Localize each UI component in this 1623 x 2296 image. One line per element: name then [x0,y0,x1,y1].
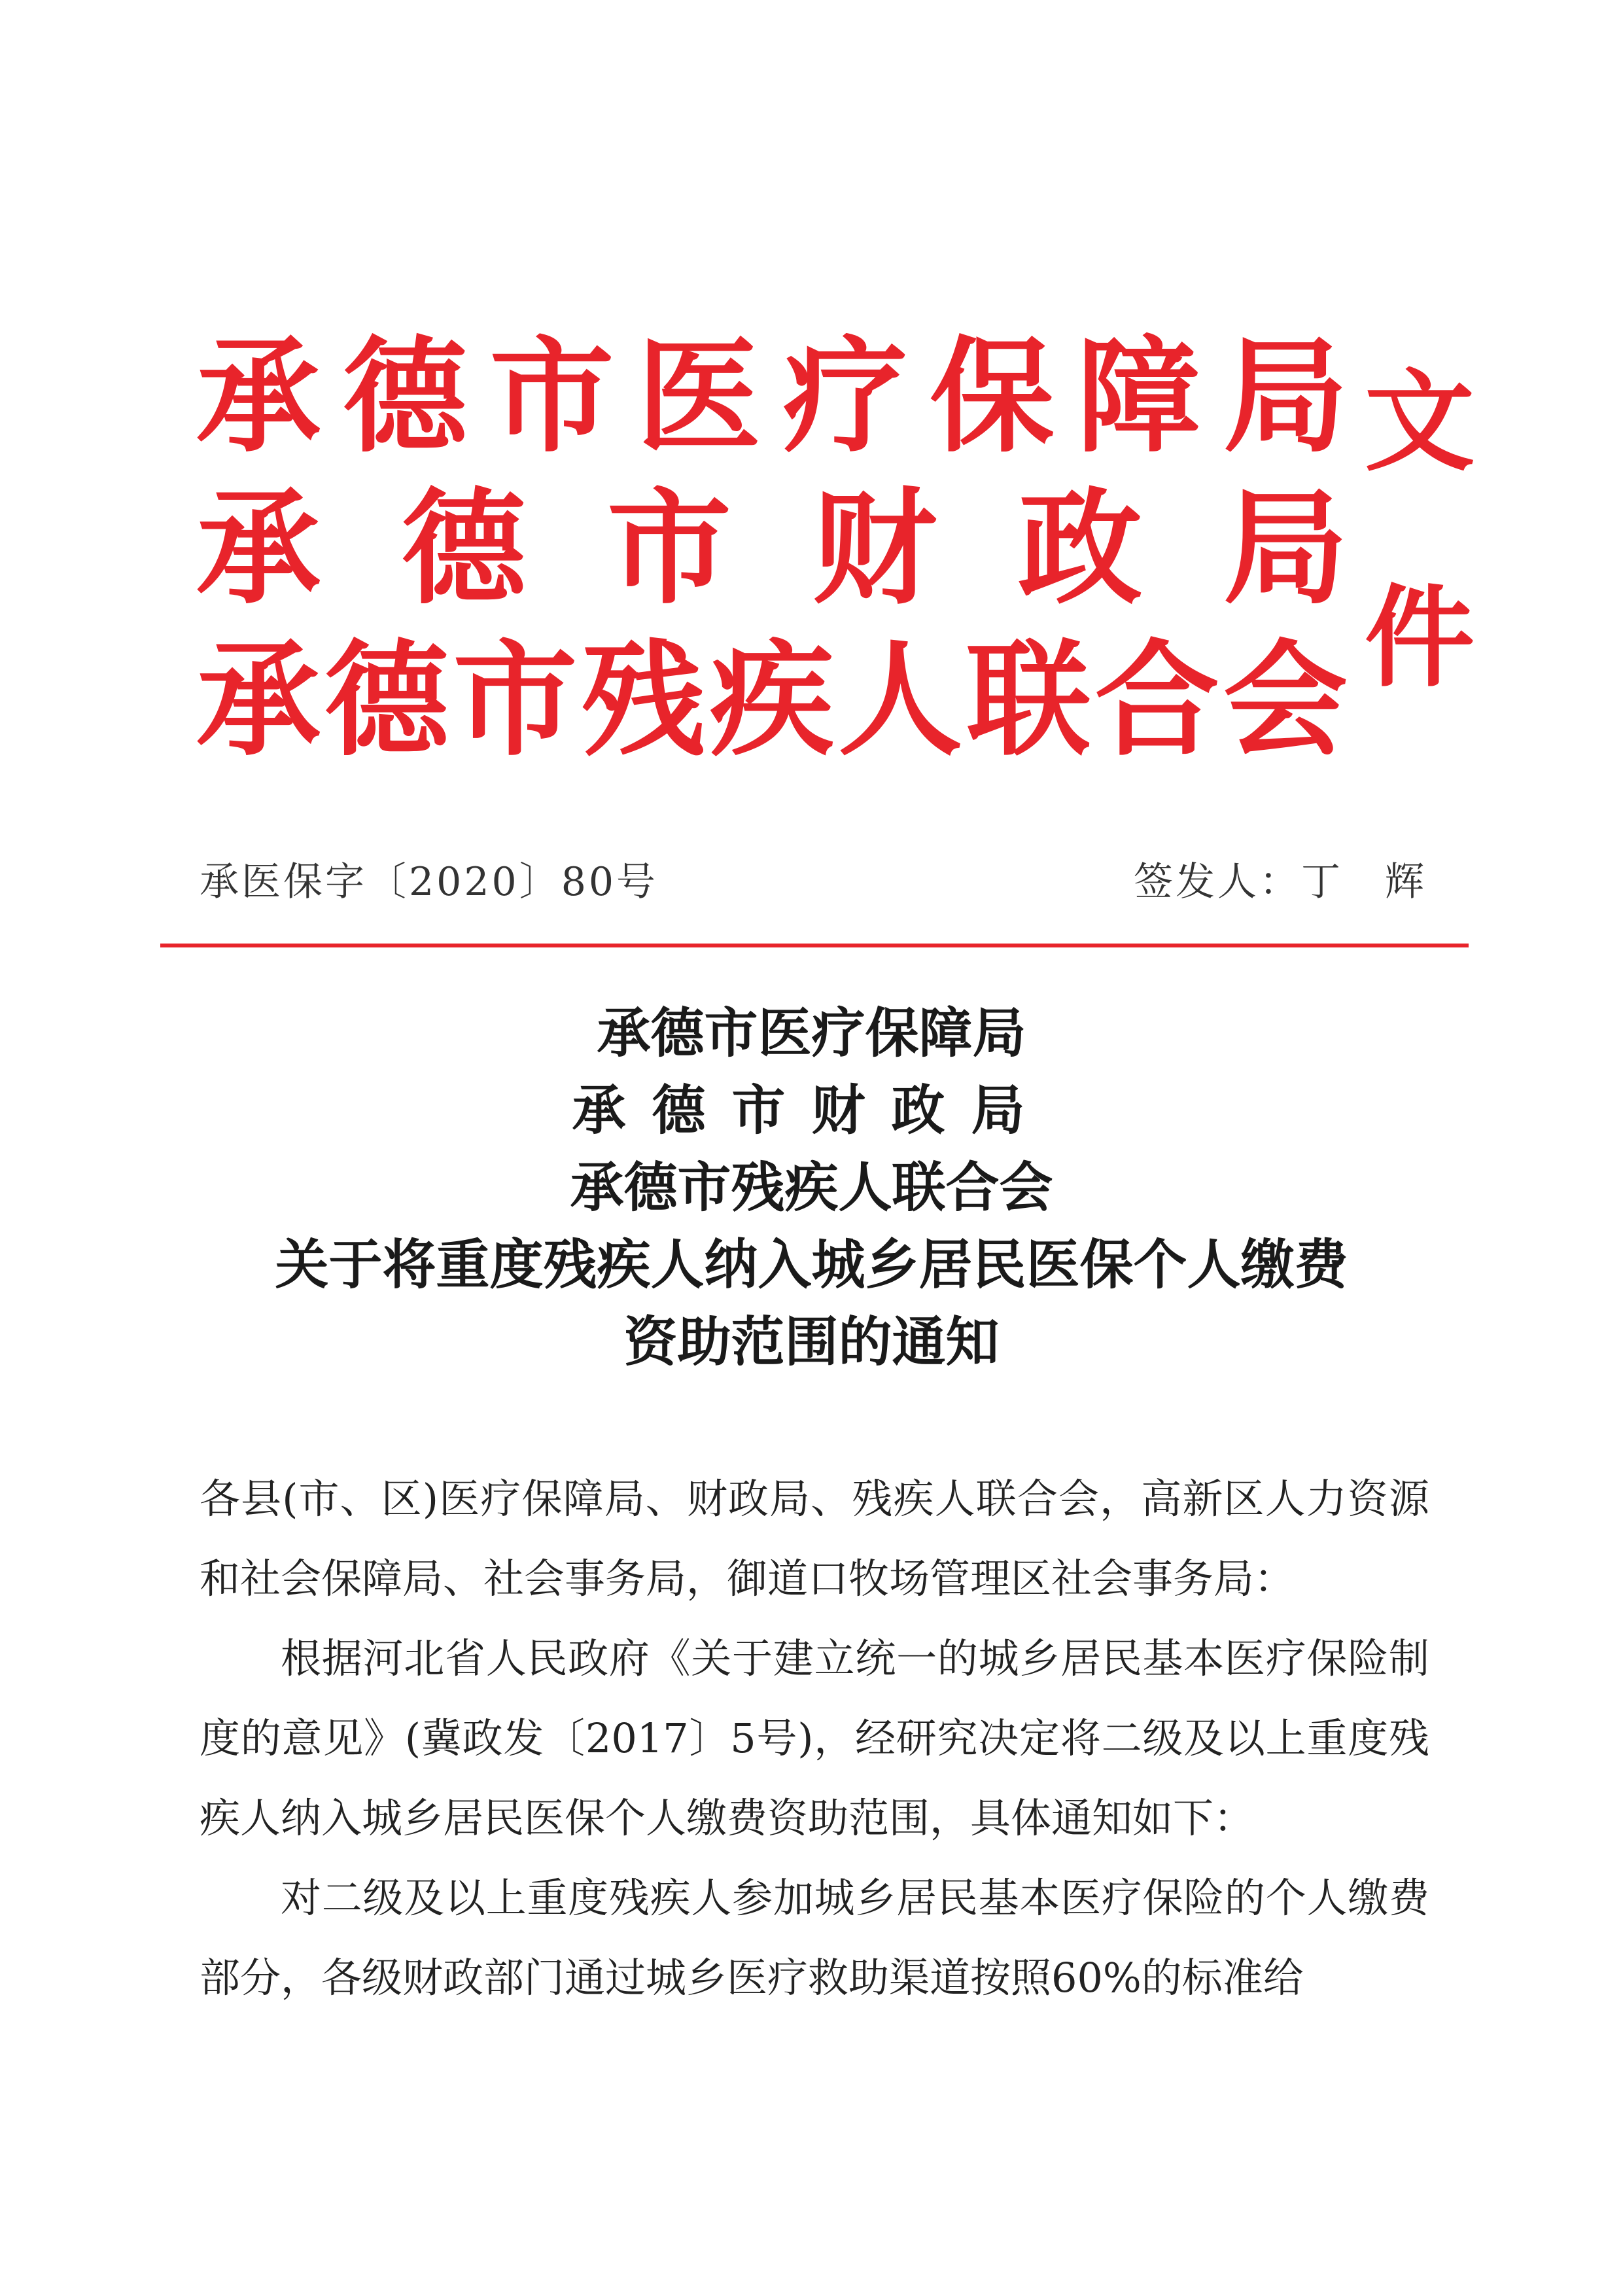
title-issuer-medical: 承德市医疗保障局 [597,1002,1026,1065]
title-subject-line-2: 资助范围的通知 [623,1311,1000,1373]
addressee-paragraph: 各县(市、区)医疗保障局、财政局、残疾人联合会，高新区人力资源和社会保障局、社会事务局，御道口牧场管理区社会事务局： [200,1475,1429,1602]
masthead-char: 合 [1094,627,1219,773]
masthead-char: 市 [606,475,731,621]
masthead-char: 疾 [709,627,834,773]
masthead-line-finance-bureau [196,472,1348,624]
title-issuer-disabled-federation: 承德市残疾人联合会 [570,1156,1053,1219]
masthead-suffix-document [1361,357,1478,798]
masthead-line-disabled-persons-federation [196,624,1348,776]
masthead-char: 政 [1017,475,1142,621]
red-divider-rule [160,944,1469,947]
masthead-char: 德 [343,323,468,469]
masthead-suffix-char: 件 [1365,573,1475,702]
masthead-char: 医 [636,323,761,469]
signer: 签发人：丁 辉 [1134,859,1427,905]
masthead-char: 市 [453,627,578,773]
title-issuer-finance: 承德市财政局 [572,1079,1051,1142]
masthead-char: 障 [1076,323,1201,469]
title-subject-line-1: 关于将重度残疾人纳入城乡居民医保个人缴费 [275,1233,1348,1296]
document-title [131,995,1492,1381]
body-paragraph-2: 对二级及以上重度残疾人参加城乡居民基本医疗保险的个人缴费部分，各级财政部门通过城乡医疗救助渠道按照60%的标准给 [200,1874,1429,2002]
document-number: 承医保字〔2020〕80号 [200,859,659,905]
masthead-char: 德 [324,627,449,773]
masthead-char: 残 [581,627,706,773]
masthead-char: 局 [1223,323,1348,469]
masthead-char: 市 [489,323,614,469]
masthead-char: 人 [838,627,963,773]
document-body [200,1459,1429,2018]
masthead-char: 财 [812,475,937,621]
masthead-suffix-char: 文 [1365,357,1475,486]
masthead-char: 承 [196,627,321,773]
masthead-char: 德 [401,475,526,621]
body-paragraph-1: 根据河北省人民政府《关于建立统一的城乡居民基本医疗保险制度的意见》(冀政发〔2017〕5号)，经研究决定将二级及以上重度残疾人纳入城乡居民医保个人缴费资助范围，具体通知如下： [200,1634,1429,1842]
masthead [196,321,1348,776]
masthead-char: 保 [930,323,1055,469]
masthead-char: 疗 [783,323,908,469]
masthead-line-medical-security-bureau [196,321,1348,472]
masthead-char: 联 [966,627,1091,773]
masthead-char: 局 [1223,475,1348,621]
masthead-char: 承 [196,323,321,469]
masthead-char: 会 [1223,627,1348,773]
masthead-char: 承 [196,475,321,621]
